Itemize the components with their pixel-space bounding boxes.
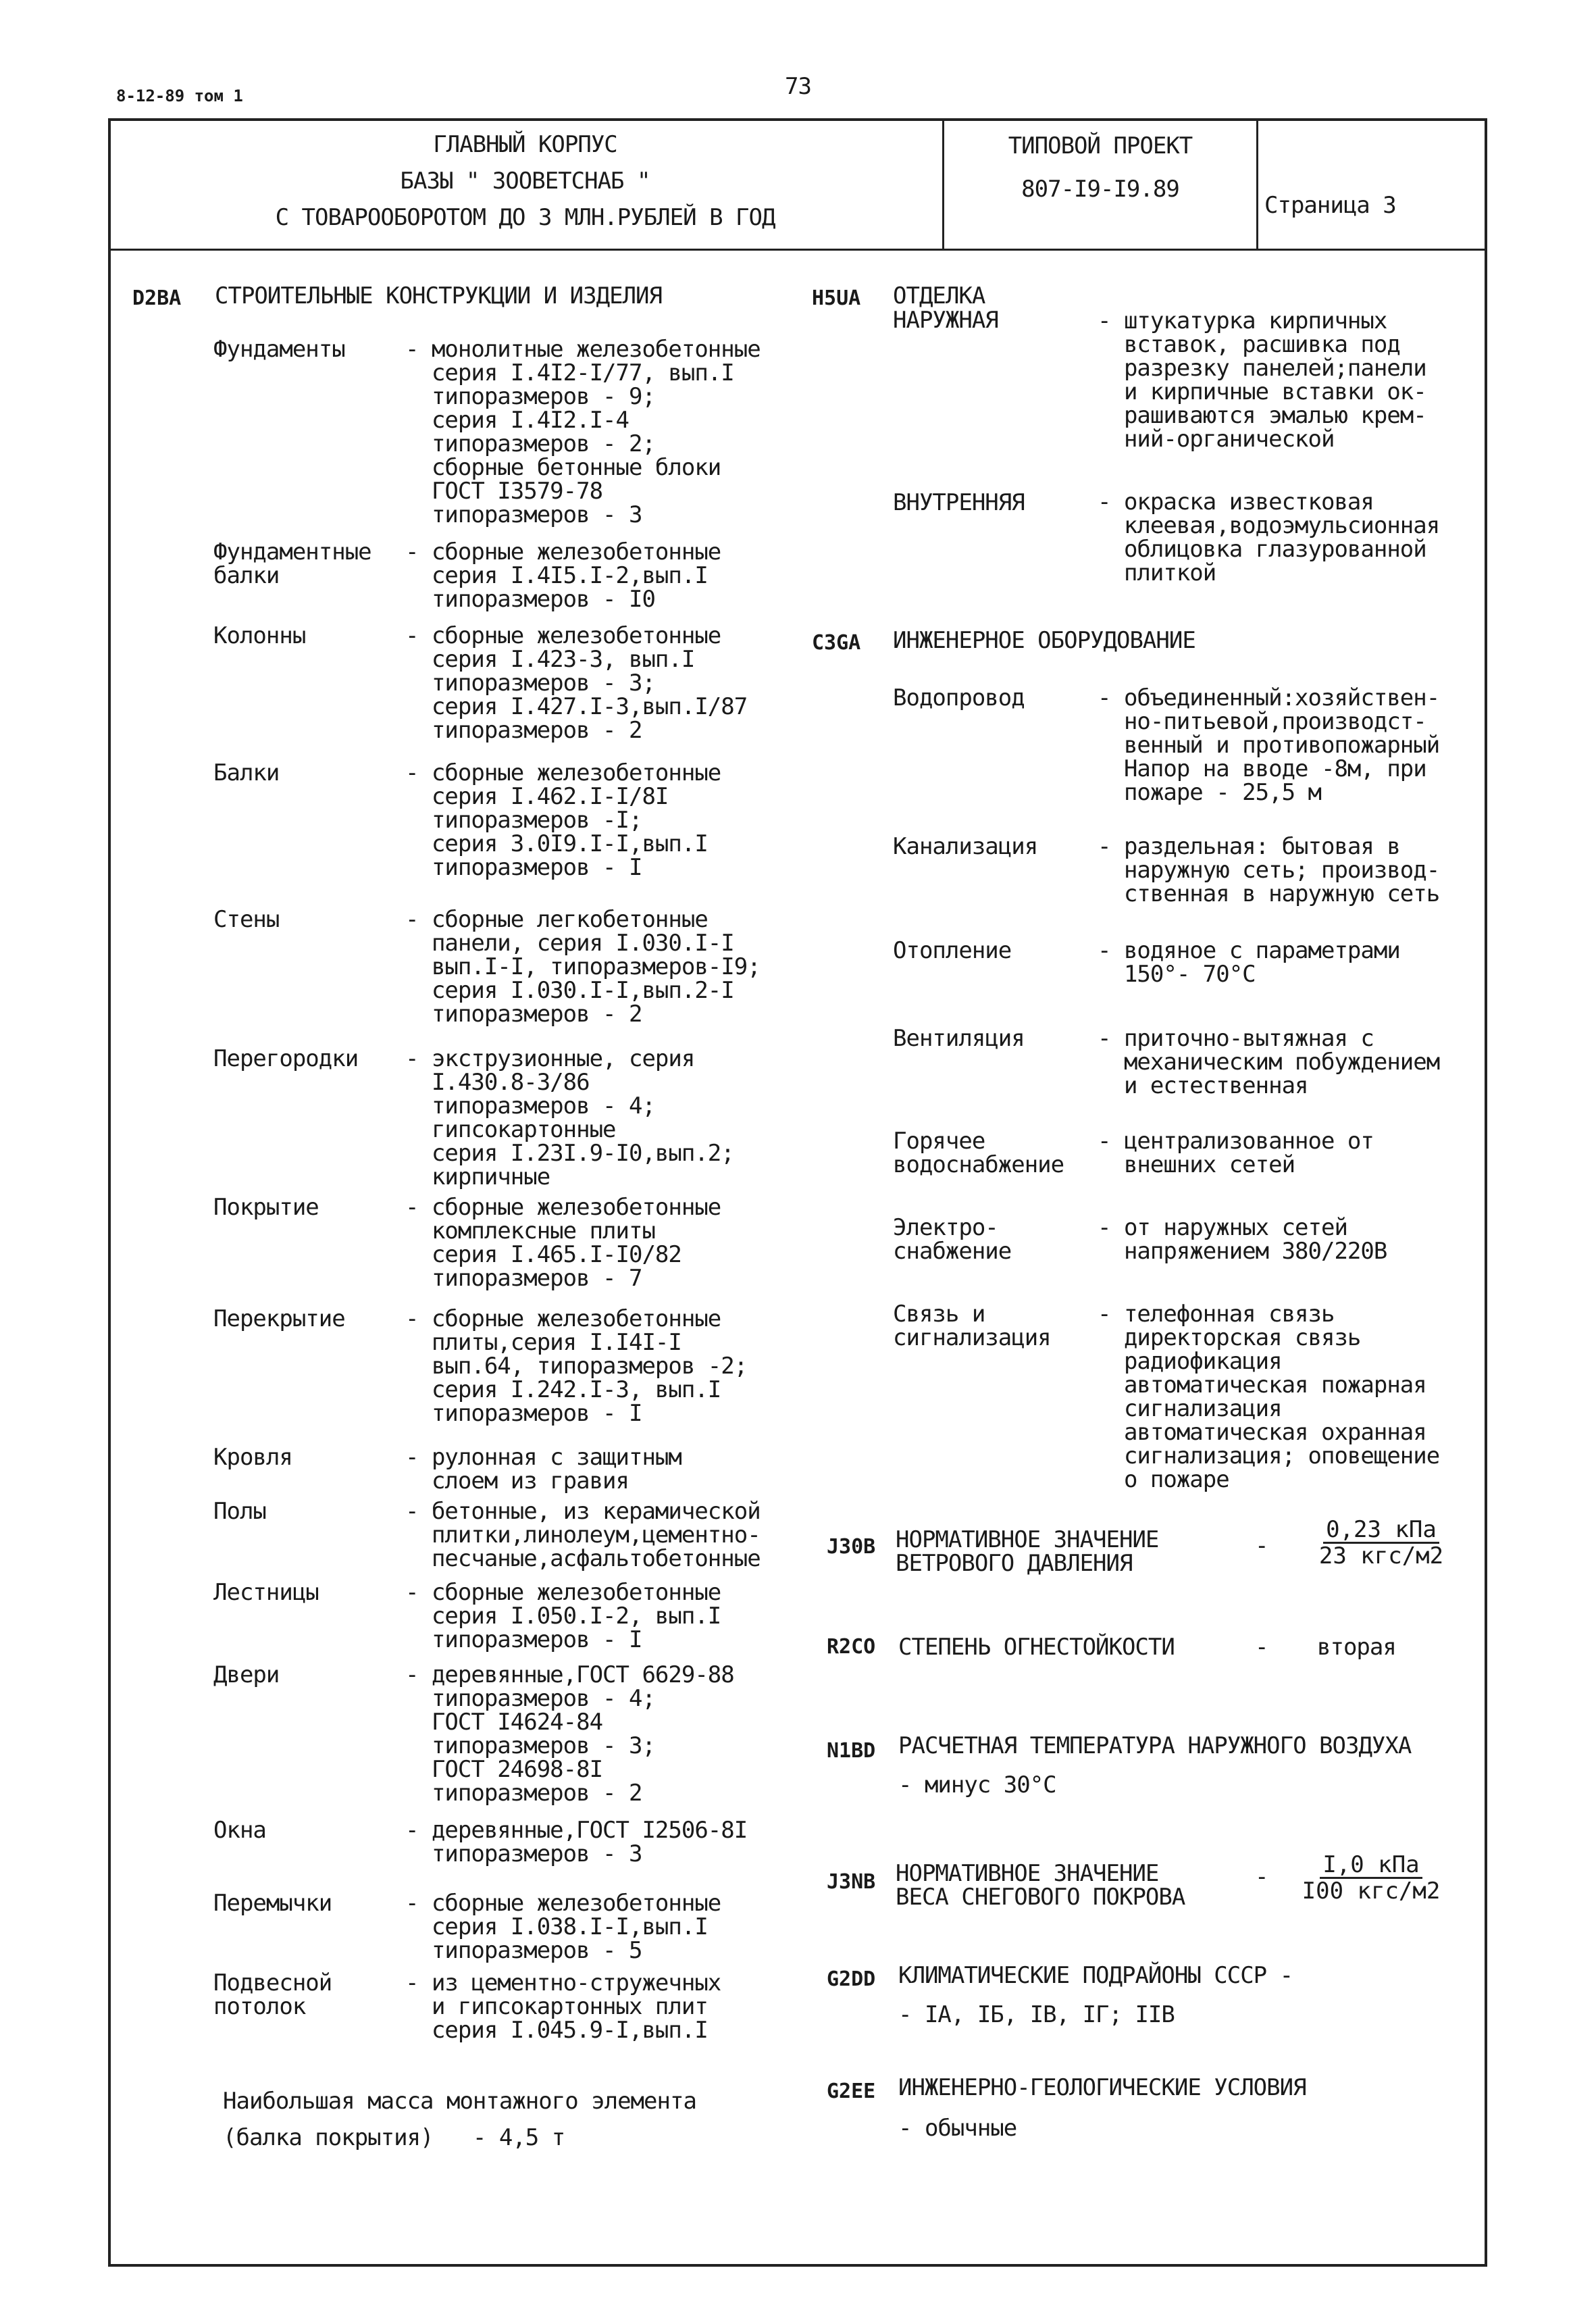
fire-code: R2CO — [827, 1635, 876, 1659]
project-label: ТИПОВОЙ ПРОЕКТ — [1008, 132, 1193, 159]
equipment-label: Связь и сигнализация — [893, 1301, 1051, 1351]
geo-label: ИНЖЕНЕРНО-ГЕОЛОГИЧЕСКИЕ УСЛОВИЯ — [898, 2074, 1306, 2101]
project-number: 807-I9-I9.89 — [1021, 176, 1179, 203]
equipment-heading: ИНЖЕНЕРНОЕ ОБОРУДОВАНИЕ — [893, 627, 1195, 654]
finish-ext-text: - штукатурка кирпичных вставок, расшивка под разрезку панелей;панели и кирпичные вставки ок- рашиваются эмалью крем- ний-органической — [1098, 307, 1426, 453]
item-text: - сборные железобетонные серия I.423-3, вып.I типоразмеров - 3; серия I.427.I-3,вып.I/87 типоразмеров - 2 — [405, 622, 748, 744]
section-code: D2BA — [132, 286, 182, 310]
item-text: - сборные железобетонные плиты,серия I.I4I-I вып.64, типоразмеров -2; серия I.242.I-3, вып.I типоразмеров - I — [405, 1305, 748, 1427]
snow-code: J3NB — [827, 1870, 876, 1894]
item-text: - деревянные,ГОСТ I2506-8I типоразмеров - 3 — [405, 1817, 748, 1867]
wind-label: НОРМАТИВНОЕ ЗНАЧЕНИЕ ВЕТРОВОГО ДАВЛЕНИЯ — [896, 1526, 1159, 1577]
item-text: - экструзионные, серия I.430.8-3/86 типоразмеров - 4; гипсокартонные серия I.23I.9-I0,вып.2; кирпичные — [405, 1045, 734, 1190]
section-heading: СТРОИТЕЛЬНЫЕ КОНСТРУКЦИИ И ИЗДЕЛИЯ — [215, 282, 662, 309]
equipment-text: - раздельная: бытовая в наружную сеть; производ- ственная в наружную сеть — [1098, 833, 1440, 907]
climate-label: КЛИМАТИЧЕСКИЕ ПОДРАЙОНЫ СССР - — [898, 1962, 1293, 1989]
wind-value — [1304, 1517, 1459, 1568]
item-text: - сборные железобетонные серия I.4I5.I-2,вып.I типоразмеров - I0 — [405, 538, 721, 613]
item-label: Перекрытие — [213, 1305, 345, 1332]
item-text: - сборные железобетонные комплексные плиты серия I.465.I-I0/82 типоразмеров - 7 — [405, 1194, 721, 1292]
fire-value: вторая — [1317, 1634, 1396, 1661]
item-label: Фундаменты — [213, 336, 345, 363]
equipment-label: Канализация — [893, 833, 1038, 860]
sheet-divider — [1256, 118, 1258, 250]
wind-value-kpa: 0,23 кПа — [1323, 1517, 1439, 1544]
equipment-text: - от наружных сетей напряжением 380/220В — [1098, 1214, 1387, 1265]
item-text: - сборные железобетонные серия I.050.I-2, вып.I типоразмеров - I — [405, 1579, 721, 1653]
temp-value: - минус 30°C — [898, 1771, 1056, 1799]
item-label: Покрытие — [213, 1194, 319, 1221]
snow-dash: - — [1255, 1863, 1268, 1890]
equipment-label: Водопровод — [893, 684, 1025, 711]
document-reference: 8-12-89 том 1 — [116, 86, 243, 105]
item-label: Лестницы — [213, 1579, 319, 1606]
climate-code: G2DD — [827, 1967, 876, 1991]
title-line-2: БАЗЫ " ЗООВЕТСНАБ " — [400, 168, 650, 195]
item-text: - деревянные,ГОСТ 6629-88 типоразмеров - 4; ГОСТ I4624-84 типоразмеров - 3; ГОСТ 24698-8I типоразмеров - 2 — [405, 1661, 734, 1807]
item-label: Кровля — [213, 1444, 292, 1471]
fire-label: СТЕПЕНЬ ОГНЕСТОЙКОСТИ — [898, 1634, 1175, 1661]
fire-dash: - — [1255, 1634, 1268, 1661]
geo-value: - обычные — [898, 2115, 1017, 2142]
snow-value-kgs: I00 кгс/м2 — [1302, 1878, 1441, 1905]
snow-label: НОРМАТИВНОЕ ЗНАЧЕНИЕ ВЕСА СНЕГОВОГО ПОКРОВА — [896, 1860, 1185, 1911]
finish-ext-label: НАРУЖНАЯ — [893, 307, 998, 334]
item-label: Стены — [213, 906, 280, 933]
equipment-code: C3GA — [812, 631, 861, 655]
snow-value-kpa: I,0 кПа — [1320, 1853, 1422, 1879]
title-line-1: ГЛАВНЫЙ КОРПУС — [433, 131, 617, 158]
title-line-3: С ТОВАРООБОРОТОМ ДО 3 МЛН.РУБЛЕЙ В ГОД — [275, 204, 775, 231]
temp-label: РАСЧЕТНАЯ ТЕМПЕРАТУРА НАРУЖНОГО ВОЗДУХА — [898, 1732, 1412, 1759]
item-text: - сборные железобетонные серия I.462.I-I/8I типоразмеров -I; серия 3.0I9.I-I,вып.I типоразмеров - I — [405, 759, 721, 881]
climate-value: - IА, IБ, IВ, IГ; IIВ — [898, 2001, 1175, 2028]
item-text: - сборные железобетонные серия I.038.I-I,вып.I типоразмеров - 5 — [405, 1890, 721, 1964]
equipment-text: - телефонная связь директорская связь радиофикация автоматическая пожарная сигнализация автоматическая охранная сигнализация; оповещение о пожаре — [1098, 1301, 1440, 1493]
temp-code: N1BD — [827, 1739, 876, 1763]
geo-code: G2EE — [827, 2080, 876, 2103]
item-text: - из цементно-стружечных и гипсокартонных плит серия I.045.9-I,вып.I — [405, 1969, 721, 2044]
equipment-label: Горячее водоснабжение — [893, 1128, 1064, 1178]
item-label: Фундаментные балки — [213, 538, 371, 589]
equipment-label: Электро- снабжение — [893, 1214, 1012, 1265]
item-label: Полы — [213, 1498, 266, 1525]
max-mass-value: (балка покрытия) - 4,5 т — [223, 2124, 565, 2151]
wind-dash: - — [1255, 1532, 1268, 1559]
equipment-label: Отопление — [893, 937, 1012, 964]
finish-heading: ОТДЕЛКА — [893, 282, 985, 309]
item-label: Колонны — [213, 622, 306, 649]
equipment-text: - централизованное от внешних сетей — [1098, 1128, 1374, 1178]
header-bottom-rule — [108, 249, 1487, 251]
item-text: - сборные легкобетонные панели, серия I.030.I-I вып.I-I, типоразмеров-I9; серия I.030.I-I,вып.2-I типоразмеров - 2 — [405, 906, 761, 1028]
equipment-text: - объединенный:хозяйствен- но-питьевой,производст- венный и противопожарный Напор на вводе -8м, при пожаре - 25,5 м — [1098, 684, 1440, 806]
item-label: Перегородки — [213, 1045, 359, 1072]
equipment-text: - приточно-вытяжная с механическим побуждением и естественная — [1098, 1025, 1440, 1099]
item-label: Подвесной потолок — [213, 1969, 332, 2020]
equipment-label: Вентиляция — [893, 1025, 1025, 1052]
equipment-text: - водяное с параметрами 150°- 70°C — [1098, 937, 1400, 988]
wind-code: J30B — [827, 1535, 876, 1559]
snow-value — [1283, 1853, 1459, 1903]
item-label: Перемычки — [213, 1890, 332, 1917]
item-text: - монолитные железобетонные серия I.4I2-I/77, вып.I типоразмеров - 9; серия I.4I2.I-4 типоразмеров - 2; сборные бетонные блоки ГОСТ I3579-78 типоразмеров - 3 — [405, 336, 761, 528]
finish-code: H5UA — [812, 286, 861, 310]
item-label: Двери — [213, 1661, 280, 1688]
item-text: - бетонные, из керамической плитки,линолеум,цементно- песчаные,асфальтобетонные — [405, 1498, 761, 1572]
wind-value-kgs: 23 кгс/м2 — [1318, 1542, 1444, 1569]
item-label: Окна — [213, 1817, 266, 1844]
item-label: Балки — [213, 759, 280, 786]
sheet-label: Страница 3 — [1264, 192, 1396, 219]
page-number: 73 — [785, 73, 811, 100]
finish-int-text: - окраска известковая клеевая,водоэмульсионная облицовка глазурованной плиткой — [1098, 488, 1440, 586]
item-text: - рулонная с защитным слоем из гравия — [405, 1444, 681, 1494]
max-mass-note: Наибольшая масса монтажного элемента — [223, 2088, 696, 2115]
finish-int-label: ВНУТРЕННЯЯ — [893, 489, 1025, 516]
